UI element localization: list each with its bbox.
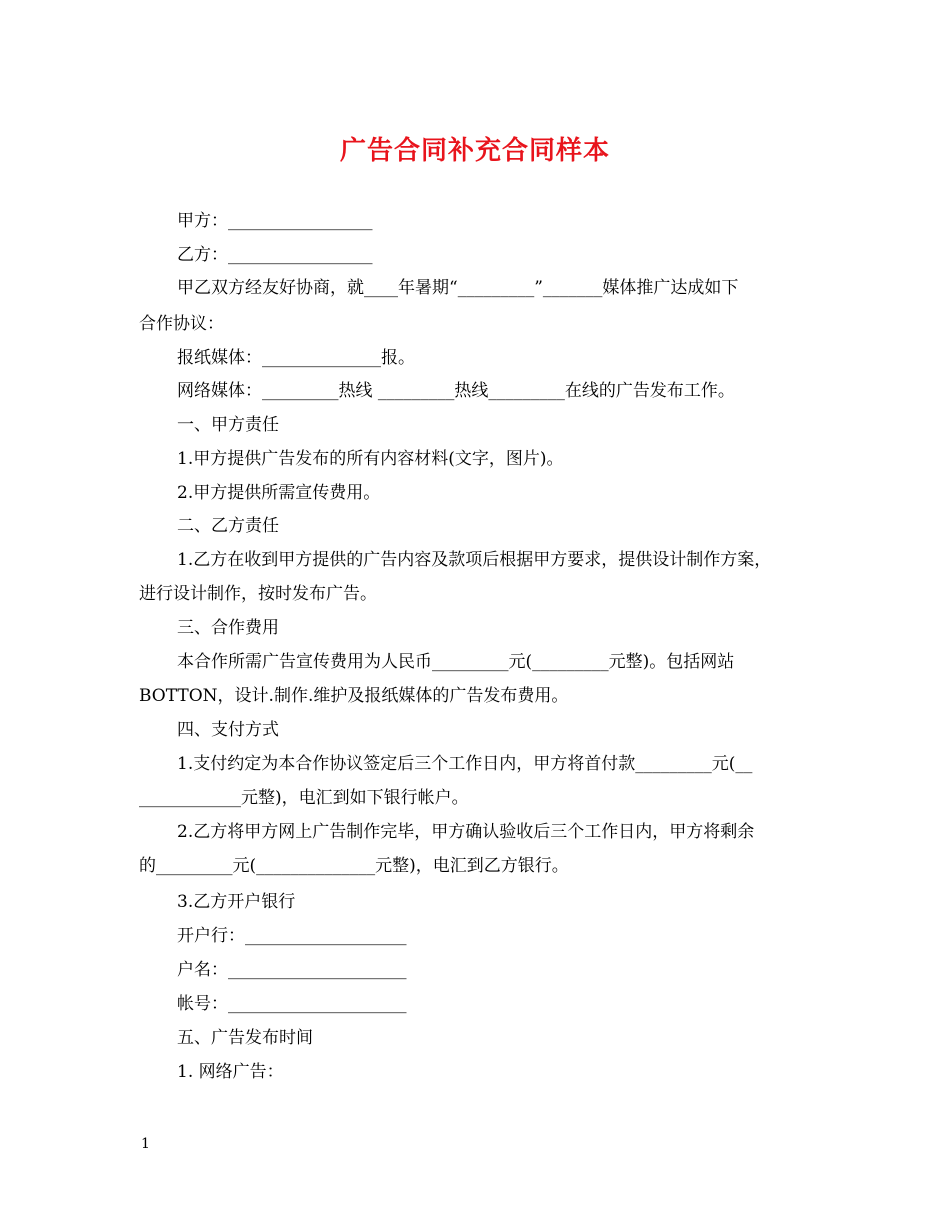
clause-line: 2.乙方将甲方网上广告制作完毕，甲方确认验收后三个工作日内，甲方将剩余 <box>177 822 755 842</box>
newspaper-media-line: 报纸媒体：______________报。 <box>177 348 415 368</box>
clause-line-cont: 进行设计制作，按时发布广告。 <box>139 584 377 604</box>
section-heading: 四、支付方式 <box>177 720 279 740</box>
clause-line: 1.支付约定为本合作协议签定后三个工作日内，甲方将首付款_________元(__ <box>177 754 753 774</box>
clause-line: 1.甲方提供广告发布的所有内容材料(文字，图片)。 <box>177 449 564 469</box>
party-a-line: 甲方：_________________ <box>177 211 373 231</box>
section-heading: 三、合作费用 <box>177 618 279 638</box>
network-media-line: 网络媒体：_________热线 _________热线_________在线的广告发布工作。 <box>177 381 735 401</box>
bank-name-line: 开户行：___________________ <box>177 926 407 946</box>
clause-line-cont: BOTTON，设计.制作.维护及报纸媒体的广告发布费用。 <box>139 686 569 706</box>
clause-line: 1.乙方在收到甲方提供的广告内容及款项后根据甲方要求，提供设计制作方案， <box>177 550 772 570</box>
intro-paragraph: 甲乙双方经友好协商，就____年暑期“_________”_______媒体推广达成如下 <box>177 278 739 298</box>
account-number-line: 帐号：_____________________ <box>177 994 407 1014</box>
intro-paragraph-cont: 合作协议： <box>139 314 224 334</box>
clause-line: 3.乙方开户银行 <box>177 892 296 912</box>
account-name-line: 户名：_____________________ <box>177 960 407 980</box>
section-heading: 五、广告发布时间 <box>177 1028 313 1048</box>
clause-line: 1. 网络广告： <box>177 1062 284 1082</box>
section-heading: 一、甲方责任 <box>177 415 279 435</box>
section-heading: 二、乙方责任 <box>177 516 279 536</box>
clause-line-cont: 的_________元(______________元整)，电汇到乙方银行。 <box>139 856 569 876</box>
document-title: 广告合同补充合同样本 <box>339 136 610 166</box>
clause-line: 本合作所需广告宣传费用为人民币_________元(_________元整)。包括网站 <box>177 652 735 672</box>
page-number: 1 <box>141 1136 150 1152</box>
clause-line-cont: ____________元整)，电汇到如下银行帐户。 <box>139 788 469 808</box>
party-b-line: 乙方：_________________ <box>177 245 373 265</box>
clause-line: 2.甲方提供所需宣传费用。 <box>177 483 381 503</box>
